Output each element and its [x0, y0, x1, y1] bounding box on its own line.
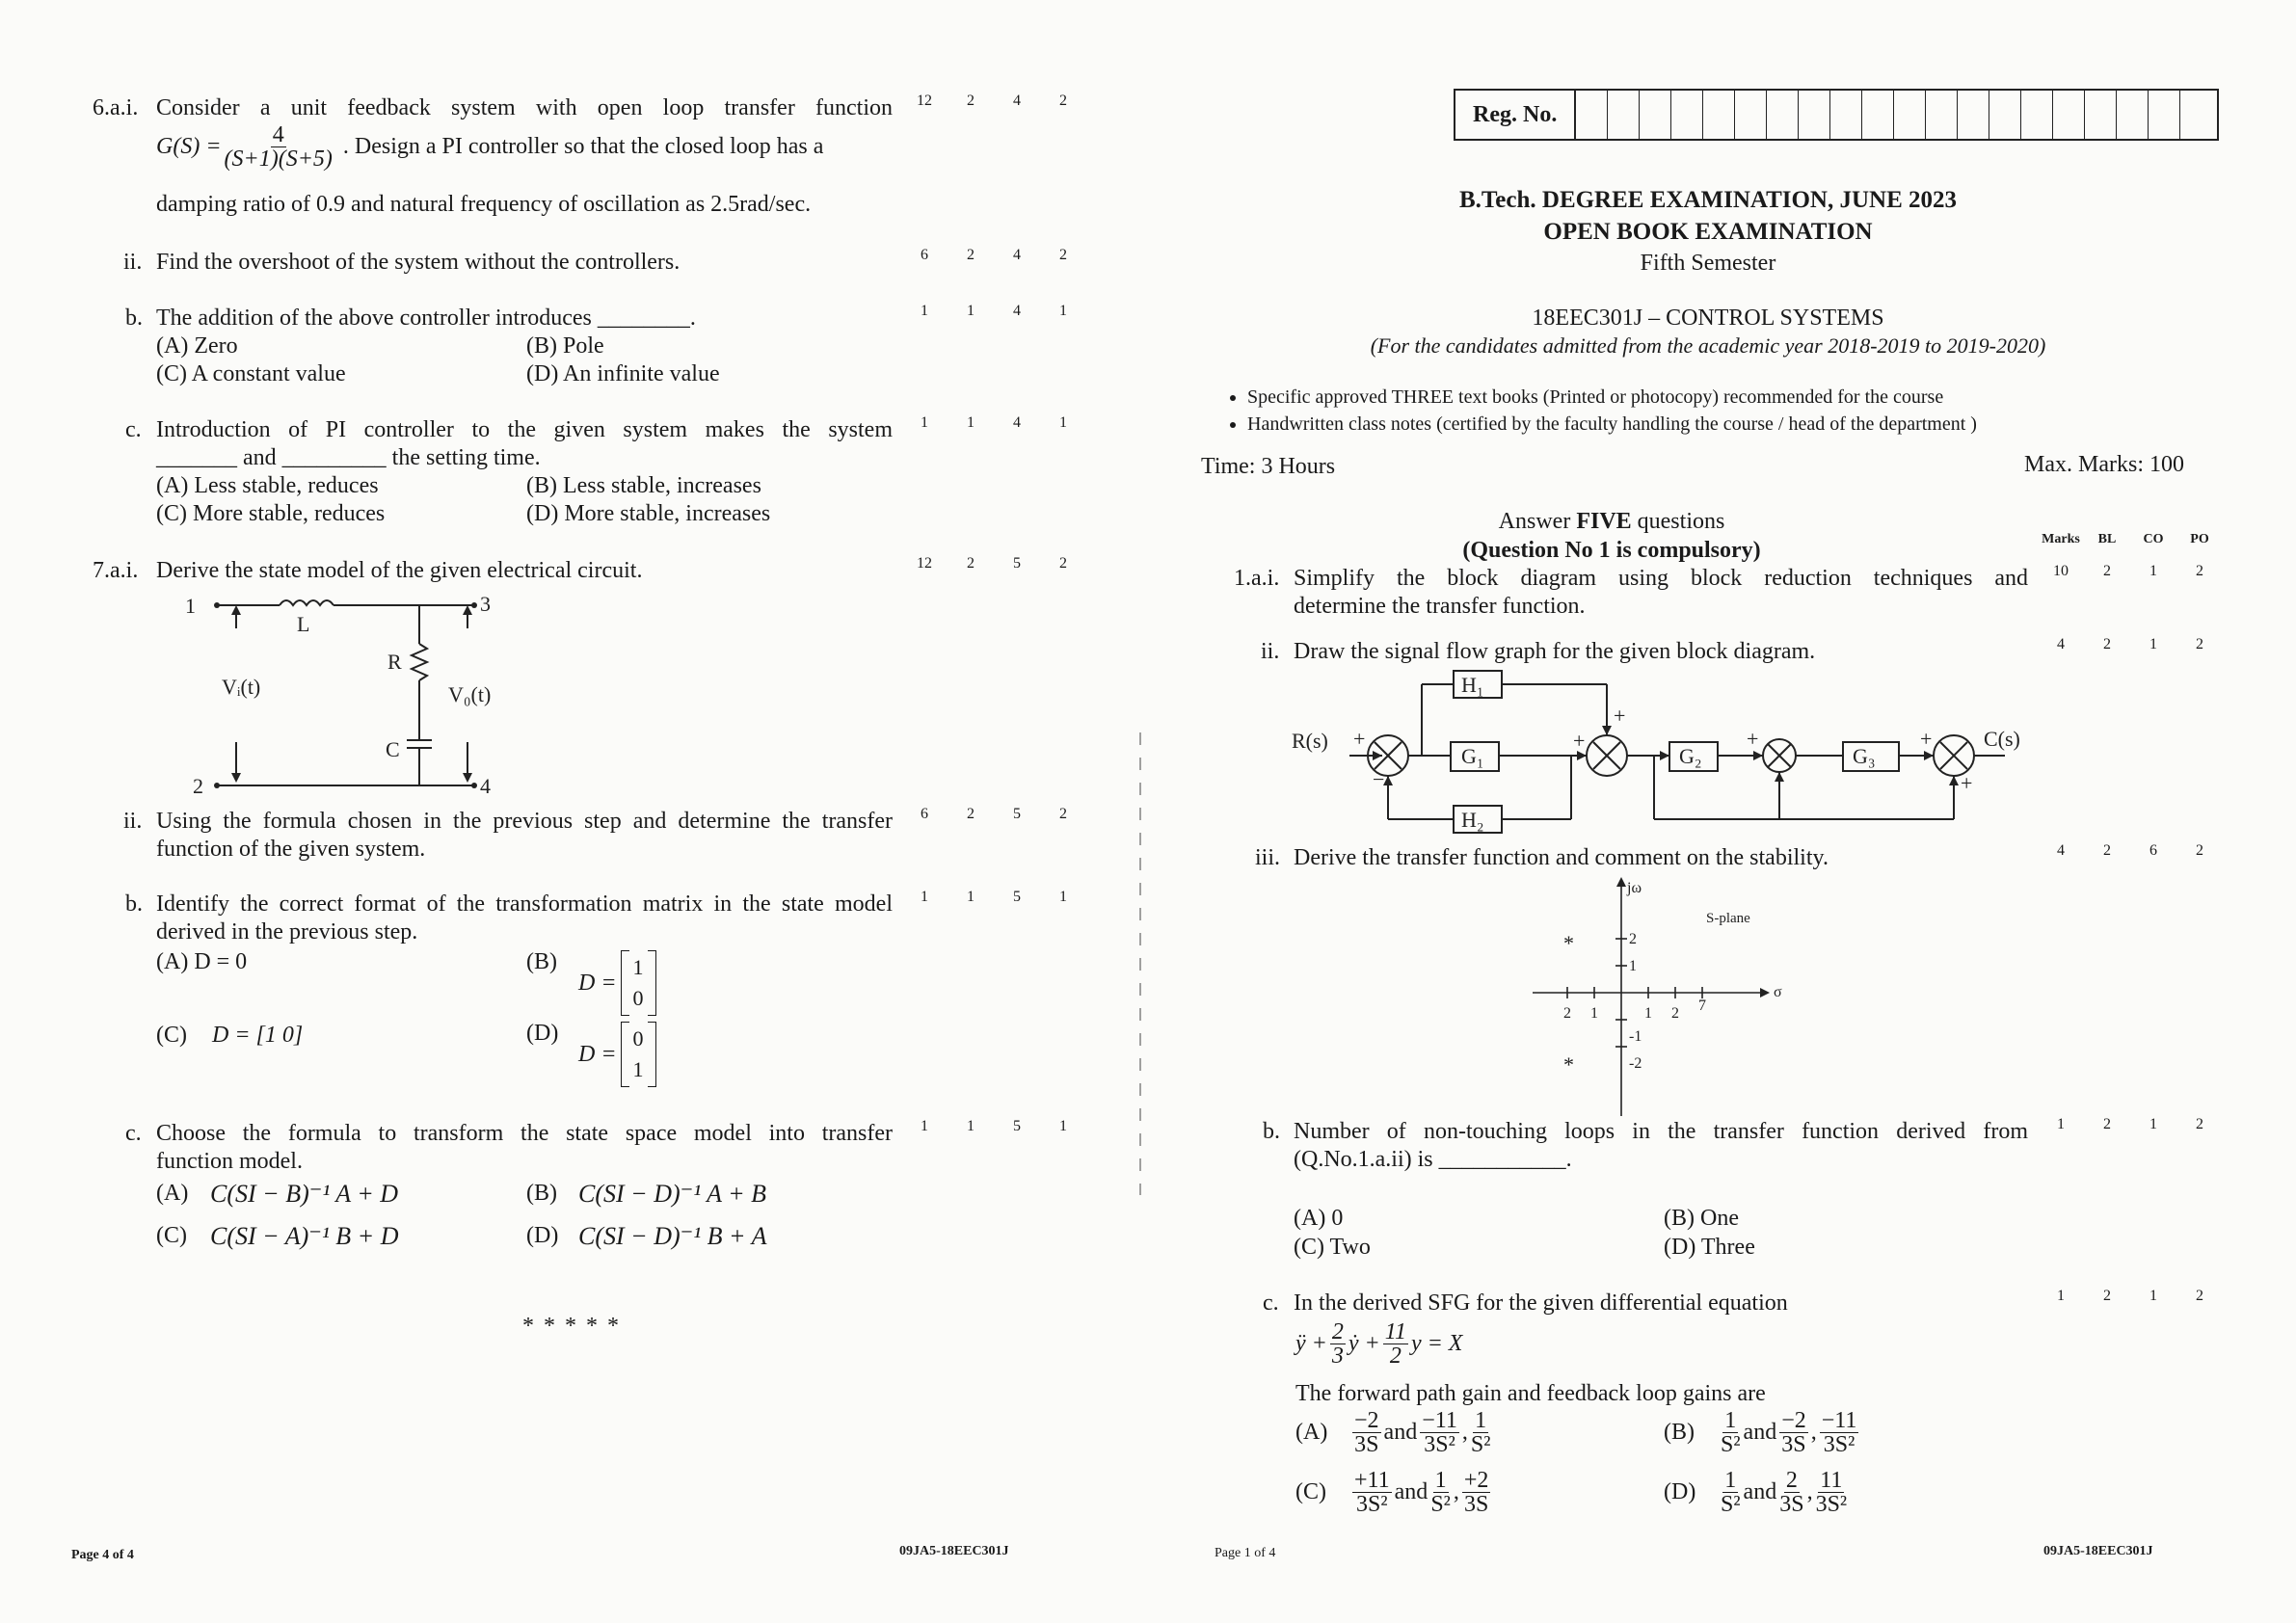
exam-subtitle: OPEN BOOK EXAMINATION: [1543, 219, 1873, 245]
q1-c-opt-d: (D) $\frac{1}{\text{S²}}$ and $\frac{2}{3S}$ , $\frac{11}{\text{3S²}}$: [1664, 1468, 1848, 1517]
q6-b-number: b.: [125, 306, 143, 331]
q7-c-opt-b-expr: C(SI − D)⁻¹ A + B: [578, 1180, 767, 1208]
q7-b-opt-c-label: (C): [156, 1023, 187, 1048]
q6-b-opt-c: (C) A constant value: [156, 361, 346, 386]
label-g3: G₃: [1853, 744, 1876, 768]
marks-column-headers: Marks BL CO PO: [2042, 532, 2209, 546]
arrowhead-vo-up: [463, 605, 472, 615]
q1-b-line2: (Q.No.1.a.ii) is ___________.: [1294, 1147, 1572, 1172]
q1-c-text2: The forward path gain and feedback loop gains are: [1295, 1381, 1766, 1406]
reg-no-label: Reg. No.: [1455, 91, 1576, 139]
course-note: (For the candidates admitted from the academic year 2018-2019 to 2019-2020): [1370, 333, 2046, 358]
q6-b-opt-d: (D) An infinite value: [526, 361, 720, 386]
gs-numerator: 4: [272, 122, 284, 147]
q6-c-opt-b: (B) Less stable, increases: [526, 473, 761, 498]
svg-text:+: +: [1747, 727, 1759, 751]
svg-text:1: 1: [1629, 958, 1637, 974]
reg-cell[interactable]: [1608, 91, 1640, 139]
q1-b-marks: 1 2 1 2: [2057, 1116, 2203, 1132]
q1-aiii-marks: 4 2 6 2: [2057, 842, 2203, 859]
reg-cell[interactable]: [1671, 91, 1703, 139]
q1-c-opt-b: (B) $\frac{1}{\text{S²}}$ and $\frac{-2}{3S}$ , $\frac{-11}{\text{3S²}}$: [1664, 1408, 1857, 1457]
q1-b-opt-d: (D) Three: [1664, 1235, 1755, 1260]
reg-cell[interactable]: [2053, 91, 2085, 139]
q7-c-line1: Choose the formula to transform the state space model into transfer: [156, 1121, 893, 1146]
q7-ai-number: 7.a.i.: [93, 558, 139, 583]
label-h1: H₁: [1461, 673, 1484, 697]
node-1: [214, 602, 220, 608]
svg-text:+: +: [1353, 727, 1366, 751]
permitted-materials-list: [1222, 384, 1977, 438]
reg-cell[interactable]: [1576, 91, 1608, 139]
s-plane-plot: [1513, 873, 1812, 1124]
reg-cell[interactable]: [1926, 91, 1958, 139]
q1-aii-number: ii.: [1261, 639, 1280, 664]
q7-b-marks: 1 1 5 1: [921, 889, 1067, 905]
q6-c-line1: Introduction of PI controller to the given system makes the system: [156, 417, 893, 442]
q6-ai-marks: 12 2 4 2: [917, 93, 1067, 109]
q1-aii-text: Draw the signal flow graph for the given block diagram.: [1294, 639, 1816, 664]
reg-cell[interactable]: [1830, 91, 1862, 139]
q7-b-opt-b-matrix: D = 1 0: [578, 950, 656, 1016]
right-footer-code: 09JA5-18EEC301J: [2043, 1544, 2153, 1558]
svg-text:+: +: [1920, 727, 1933, 751]
label-resistor: R: [387, 650, 402, 674]
pole-marker: *: [1563, 931, 1574, 955]
q1-aiii-number: iii.: [1255, 845, 1281, 870]
q7-b-opt-b-label: (B): [526, 949, 557, 974]
q7-c-opt-c-label: (C): [156, 1223, 187, 1248]
q7-c-line2: function model.: [156, 1149, 303, 1174]
label-vi: Vᵢ(t): [222, 675, 261, 699]
svg-text:+: +: [1961, 771, 1973, 795]
node-3: [471, 602, 477, 608]
label-sigma: σ: [1774, 984, 1782, 1000]
q6-aii-text: Find the overshoot of the system without the controllers.: [156, 250, 681, 275]
reg-cell[interactable]: [1640, 91, 1671, 139]
left-footer-page: Page 4 of 4: [71, 1548, 134, 1562]
note-item: • Handwritten class notes (certified by the faculty handling the course / head of the department ): [1247, 411, 1977, 438]
reg-cell[interactable]: [1894, 91, 1926, 139]
q6-c-opt-c: (C) More stable, reduces: [156, 501, 386, 526]
label-node-1: 1: [185, 594, 196, 618]
differential-equation: ÿ + $\frac{2}{3}$ ẏ + $\frac{11}{2}$ y = X: [1295, 1319, 1463, 1369]
label-inductor: L: [297, 612, 310, 636]
answer-instruction: Answer FIVE questions: [1498, 509, 1725, 534]
q1-c-opt-c: (C) $\frac{+11}{\text{3S²}}$ and $\frac{1}{\text{S²}}$ , $\frac{+2}{3S}$: [1295, 1468, 1489, 1517]
label-node-4: 4: [480, 774, 491, 798]
q7-b-opt-c-expr: D = [1 0]: [212, 1023, 304, 1048]
arrowhead-vi-up: [231, 605, 241, 615]
q6-c-number: c.: [125, 417, 142, 442]
q7-ai-marks: 12 2 5 2: [917, 555, 1067, 572]
node-2: [214, 783, 220, 788]
node-4: [471, 783, 477, 788]
inductor-coil: [280, 600, 334, 605]
q6-c-opt-d: (D) More stable, increases: [526, 501, 771, 526]
q1-c-text: In the derived SFG for the given differential equation: [1294, 1290, 1788, 1316]
reg-cell[interactable]: [1862, 91, 1894, 139]
q6-c-line2: _______ and _________ the setting time.: [156, 445, 541, 470]
q1-ai-number: 1.a.i.: [1234, 566, 1280, 591]
q1-c-number: c.: [1263, 1290, 1279, 1316]
q1-b-opt-c: (C) Two: [1294, 1235, 1371, 1260]
q6-ai-line2-text: . Design a PI controller so that the closed loop has a: [342, 134, 824, 159]
q6-c-opt-a: (A) Less stable, reduces: [156, 473, 379, 498]
exam-title: B.Tech. DEGREE EXAMINATION, JUNE 2023: [1458, 187, 1958, 213]
q1-b-opt-a: (A) 0: [1294, 1206, 1344, 1231]
q6-b-opt-a: (A) Zero: [156, 333, 238, 359]
q7-b-opt-a: (A) D = 0: [156, 949, 248, 974]
q7-c-number: c.: [125, 1121, 142, 1146]
label-node-2: 2: [193, 774, 203, 798]
q1-c-opt-a: (A) $\frac{-2}{3S}$ and $\frac{-11}{\text{3S²}}$ , $\frac{1}{\text{S²}}$: [1295, 1408, 1491, 1457]
q7-b-line1: Identify the correct format of the transformation matrix in the state model: [156, 891, 893, 917]
block-diagram: [1292, 663, 2043, 846]
svg-text:2: 2: [1563, 1005, 1571, 1022]
exam-time: Time: 3 Hours: [1201, 454, 1336, 479]
svg-text:2: 2: [1671, 1005, 1679, 1022]
q7-c-opt-a-expr: C(SI − B)⁻¹ A + D: [210, 1180, 399, 1208]
reg-cell[interactable]: [1989, 91, 2021, 139]
q6-c-marks: 1 1 4 1: [921, 414, 1067, 431]
svg-text:−: −: [1373, 767, 1385, 791]
q1-c-marks: 1 2 1 2: [2057, 1288, 2203, 1304]
q1-ai-marks: 10 2 1 2: [2053, 563, 2203, 579]
q1-b-line1: Number of non-touching loops in the transfer function derived from: [1294, 1119, 2028, 1144]
svg-text:2: 2: [1629, 931, 1637, 947]
q1-ai-line2: determine the transfer function.: [1294, 594, 1586, 619]
q7-c-opt-a-label: (A): [156, 1181, 189, 1206]
label-s-plane: S-plane: [1706, 911, 1750, 926]
reg-cell[interactable]: [1799, 91, 1830, 139]
q7-aii-line2: function of the given system.: [156, 837, 426, 862]
q6-aii-number: ii.: [123, 250, 143, 275]
reg-cell[interactable]: [2117, 91, 2149, 139]
q1-b-number: b.: [1263, 1119, 1280, 1144]
label-rs: R(s): [1292, 729, 1328, 753]
q7-aii-line1: Using the formula chosen in the previous step and determine the transfer: [156, 809, 893, 834]
q7-b-opt-d-label: (D): [526, 1021, 559, 1046]
reg-cell[interactable]: [1735, 91, 1767, 139]
q1-b-opt-b: (B) One: [1664, 1206, 1739, 1231]
q7-aii-marks: 6 2 5 2: [921, 806, 1067, 822]
svg-text:+: +: [1573, 729, 1586, 753]
q1-aii-marks: 4 2 1 2: [2057, 636, 2203, 652]
reg-no-cells[interactable]: [1576, 91, 2217, 139]
q6-ai-line3: damping ratio of 0.9 and natural frequency of oscillation as 2.5rad/sec.: [156, 192, 812, 217]
reg-cell[interactable]: [1767, 91, 1799, 139]
page-fold-divider: [1139, 732, 1141, 1195]
q7-ai-text: Derive the state model of the given electrical circuit.: [156, 558, 643, 583]
label-g2: G₂: [1679, 744, 1702, 768]
q6-b-marks: 1 1 4 1: [921, 303, 1067, 319]
label-node-3: 3: [480, 592, 491, 616]
q1-aiii-text: Derive the transfer function and comment on the stability.: [1294, 845, 1829, 870]
arrowhead-vo-down: [463, 773, 472, 783]
label-capacitor: C: [386, 737, 400, 761]
svg-text:1: 1: [1644, 1005, 1652, 1022]
q6-ai-number: 6.a.i.: [93, 95, 139, 120]
left-footer-code: 09JA5-18EEC301J: [899, 1544, 1009, 1558]
reg-no-box[interactable]: [1454, 89, 2219, 141]
svg-text:-2: -2: [1629, 1055, 1642, 1072]
q6-ai-line1: Consider a unit feedback system with open loop transfer function: [156, 95, 893, 120]
gs-label: G(S) =: [156, 134, 222, 159]
svg-text:1: 1: [1590, 1005, 1598, 1022]
q6-aii-marks: 6 2 4 2: [921, 247, 1067, 263]
q7-c-opt-c-expr: C(SI − A)⁻¹ B + D: [210, 1222, 399, 1250]
reg-cell[interactable]: [2021, 91, 2053, 139]
label-vo: V₀(t): [448, 682, 492, 706]
svg-text:+: +: [1614, 704, 1626, 728]
course-title: 18EEC301J – CONTROL SYSTEMS: [1532, 306, 1884, 331]
q7-b-line2: derived in the previous step.: [156, 919, 418, 945]
q7-c-marks: 1 1 5 1: [921, 1118, 1067, 1134]
label-h2: H₂: [1461, 808, 1484, 832]
label-cs: C(s): [1984, 727, 2020, 751]
reg-cell[interactable]: [1703, 91, 1735, 139]
gs-fraction: [225, 123, 333, 171]
q7-c-opt-b-label: (B): [526, 1181, 557, 1206]
reg-cell[interactable]: [2180, 91, 2211, 139]
rlc-circuit-diagram: [174, 588, 540, 800]
q6-b-opt-b: (B) Pole: [526, 333, 604, 359]
label-jw: jω: [1627, 880, 1642, 896]
reg-cell[interactable]: [2085, 91, 2117, 139]
gs-denominator: (S+1)(S+5): [224, 146, 333, 172]
right-footer-page: Page 1 of 4: [1215, 1546, 1276, 1560]
q6-ai-line2: [156, 123, 823, 171]
label-g1: G₁: [1461, 744, 1484, 768]
reg-cell[interactable]: [1958, 91, 1989, 139]
q7-aii-number: ii.: [123, 809, 143, 834]
arrowhead-vi-down: [231, 773, 241, 783]
q1-ai-line1: Simplify the block diagram using block reduction techniques and: [1294, 566, 2028, 591]
semester: Fifth Semester: [1640, 251, 1776, 276]
q7-c-opt-d-expr: C(SI − D)⁻¹ B + A: [578, 1222, 767, 1250]
q6-b-text: The addition of the above controller introduces ________.: [156, 306, 696, 331]
compulsory-note: (Question No 1 is compulsory): [1462, 538, 1761, 563]
end-stars: * * * * *: [522, 1314, 621, 1339]
svg-text:7: 7: [1698, 998, 1706, 1014]
svg-text:-1: -1: [1629, 1028, 1642, 1045]
max-marks: Max. Marks: 100: [2024, 452, 2184, 477]
reg-cell[interactable]: [2149, 91, 2180, 139]
note-item: • Specific approved THREE text books (Printed or photocopy) recommended for the course: [1247, 384, 1977, 411]
resistor-zigzag: [412, 644, 427, 680]
pole-marker: *: [1563, 1052, 1574, 1077]
q7-b-opt-d-matrix: D = 0 1: [578, 1022, 656, 1087]
q7-c-opt-d-label: (D): [526, 1223, 559, 1248]
q7-b-number: b.: [125, 891, 143, 917]
